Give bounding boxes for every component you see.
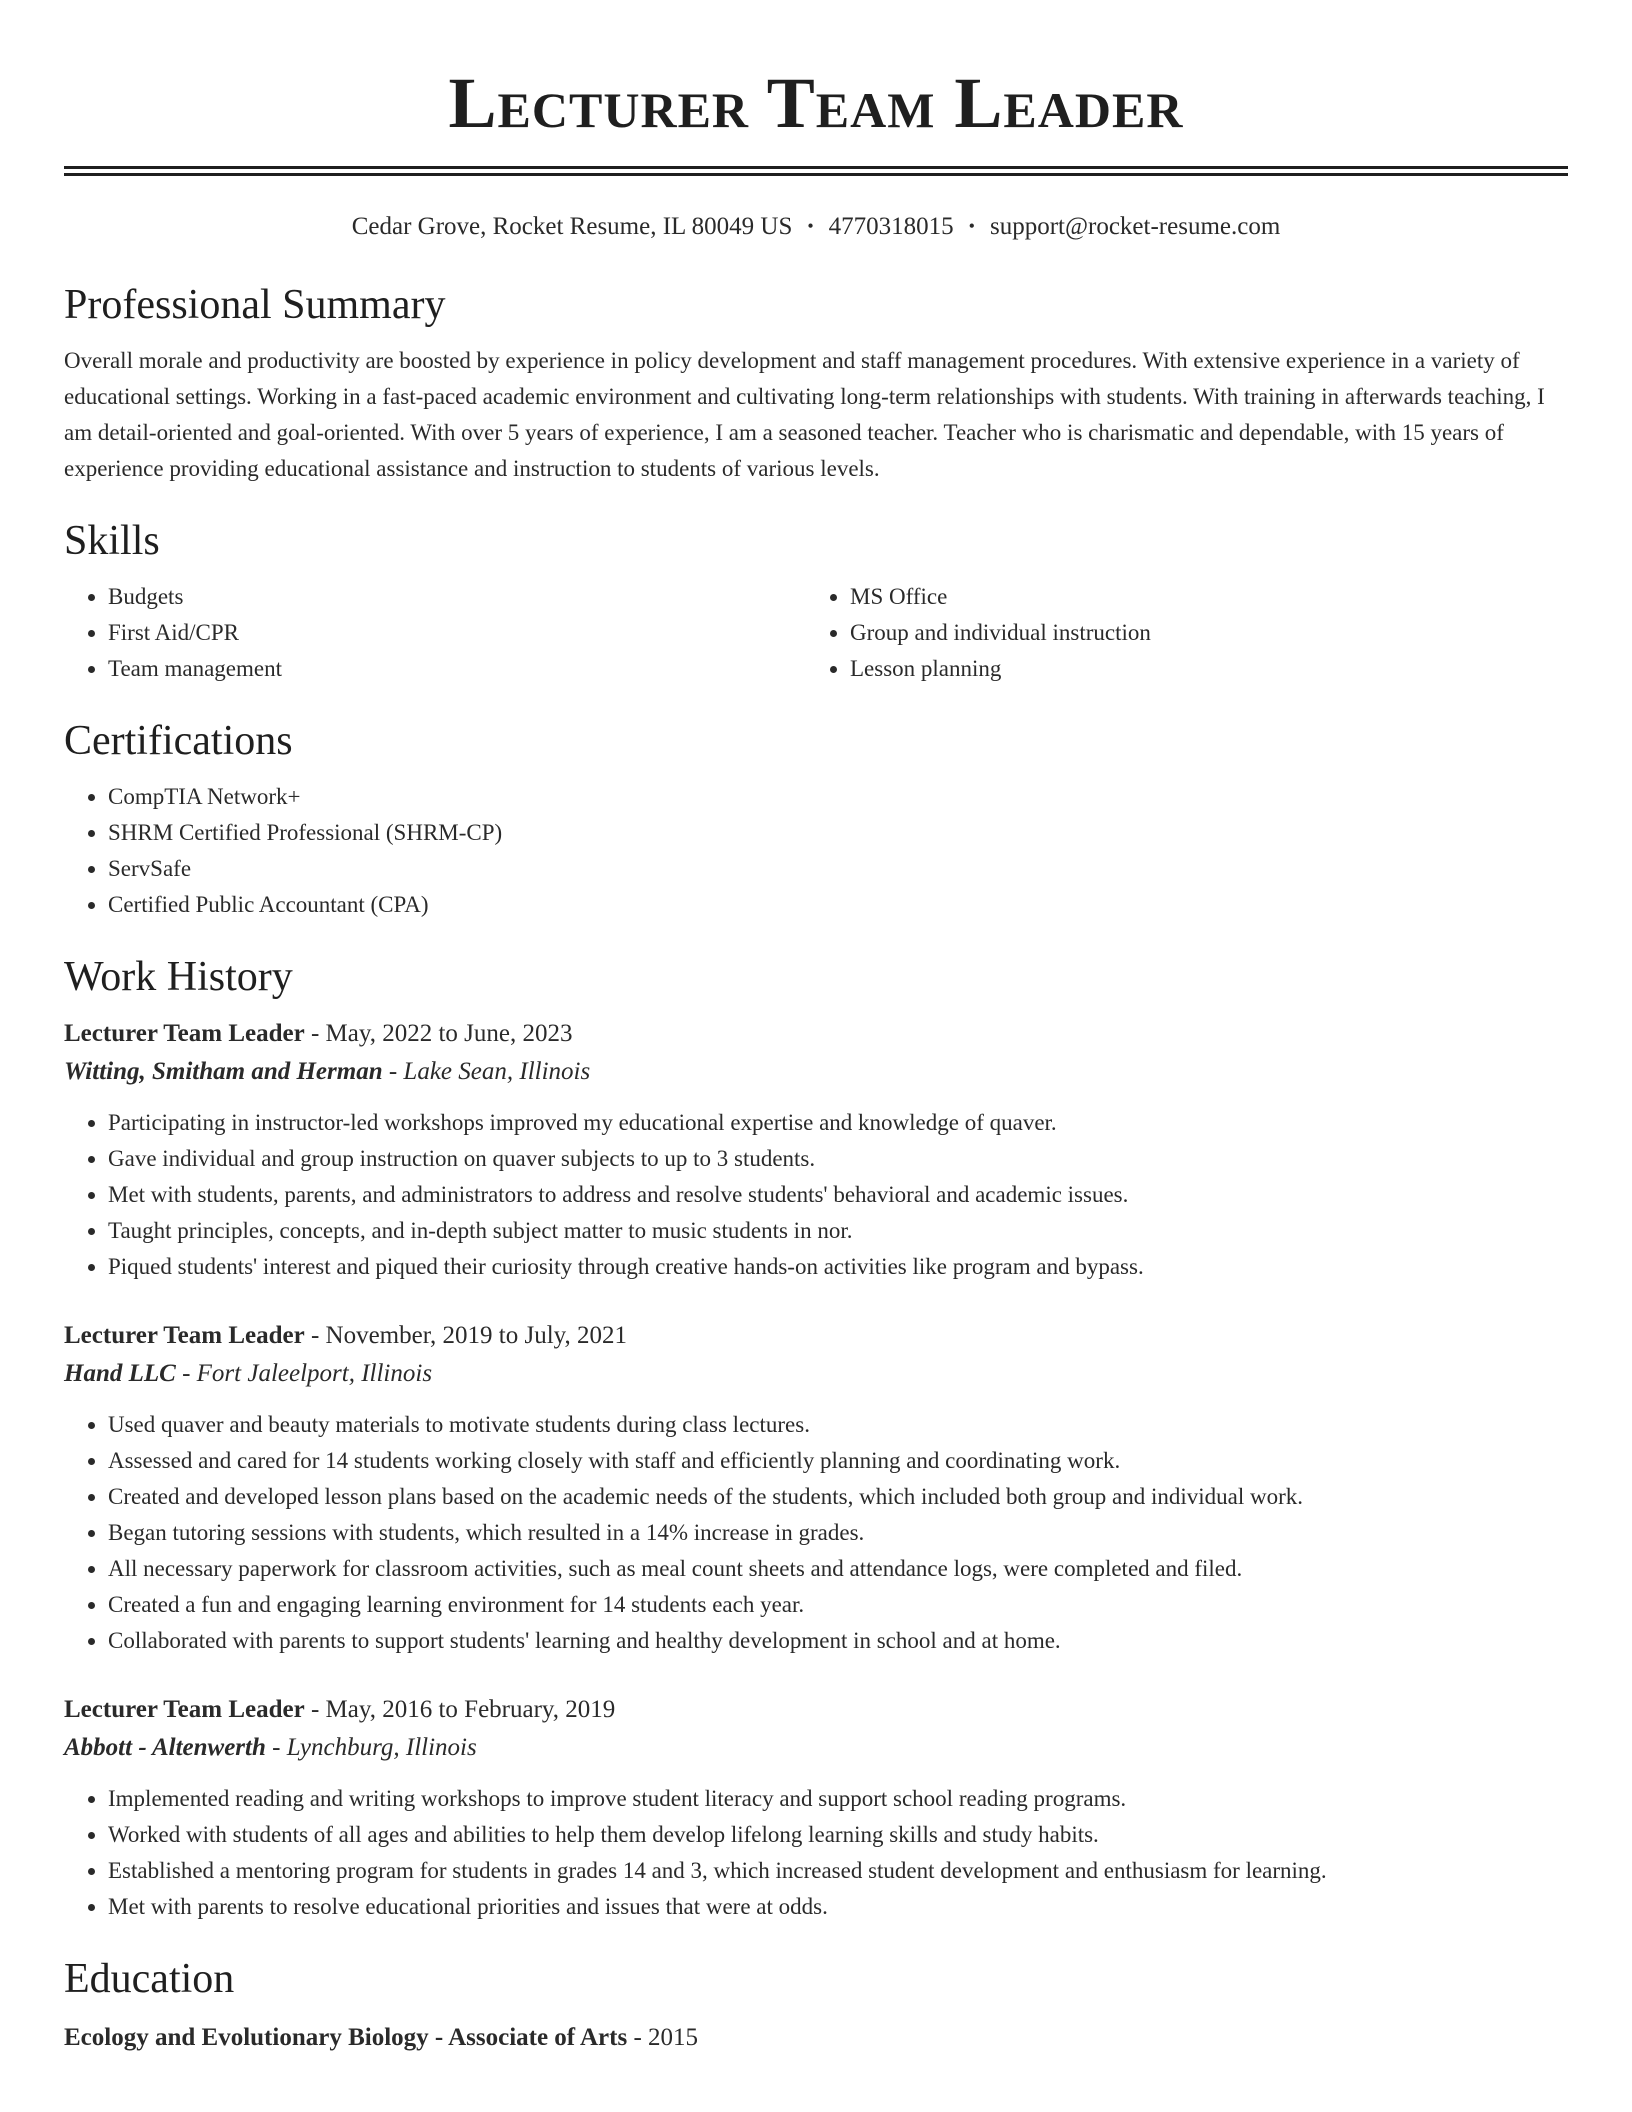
- contact-phone: 4770318015: [828, 213, 954, 240]
- job-company-line: [64, 1053, 1568, 1091]
- work-history-section: [64, 951, 1568, 1925]
- job-bullet: • Worked with students of all ages and abilities to help them develop lifelong learning skills and study habits.: [108, 1817, 1568, 1853]
- job-bullet: • Participating in instructor-led workshops improved my educational expertise and knowledge of quaver.: [108, 1105, 1568, 1141]
- education-heading: Education: [64, 1956, 235, 2002]
- certifications-section: [64, 715, 1568, 923]
- skill-item: • Lesson planning: [850, 651, 1548, 687]
- summary-section: [64, 279, 1568, 487]
- job-entry: [64, 1691, 1568, 1925]
- job-location: - Fort Jaleelport, Illinois: [175, 1360, 433, 1387]
- contact-address: Cedar Grove, Rocket Resume, IL 80049 US: [351, 213, 793, 240]
- job-bullet: • Assessed and cared for 14 students working closely with staff and efficiently planning and coordinating work.: [108, 1443, 1568, 1479]
- job-header: [64, 1015, 1568, 1053]
- contact-line: [64, 210, 1568, 243]
- education-degree: Ecology and Evolutionary Biology - Associate of Arts: [64, 2024, 628, 2051]
- work-history-heading: Work History: [64, 954, 293, 1000]
- job-bullets: [64, 1781, 1568, 1925]
- job-bullet: • Piqued students' interest and piqued their curiosity through creative hands-on activities like program and bypass.: [108, 1249, 1568, 1285]
- job-location: - Lake Sean, Illinois: [382, 1058, 591, 1085]
- skills-list-right: [806, 579, 1548, 687]
- summary-text: Overall morale and productivity are boosted by experience in policy development and staff management procedures. With extensive experience in a variety of educational settings. Working in a fast-paced academic environment and cultivating long-term relationships with students. With training in afterwards teaching, I am detail-oriented and goal-oriented. With over 5 years of experience, I am a seasoned teacher. Teacher who is charismatic and dependable, with 15 years of experience providing educational assistance and instruction to students of various levels.: [64, 348, 1545, 481]
- job-entry: [64, 1015, 1568, 1285]
- job-company: Hand LLC: [64, 1360, 176, 1387]
- skill-item: • MS Office: [850, 579, 1548, 615]
- job-company-line: [64, 1355, 1568, 1393]
- job-dates: - May, 2016 to February, 2019: [304, 1696, 616, 1723]
- certification-item: • SHRM Certified Professional (SHRM-CP): [108, 815, 1568, 851]
- job-dates: - November, 2019 to July, 2021: [304, 1322, 628, 1349]
- certification-item: • CompTIA Network+: [108, 779, 1568, 815]
- job-bullet: • Implemented reading and writing workshops to improve student literacy and support school reading programs.: [108, 1781, 1568, 1817]
- job-bullet: • Created and developed lesson plans based on the academic needs of the students, which included both group and individual work.: [108, 1479, 1568, 1515]
- education-section: [64, 1953, 1568, 2057]
- job-bullet: • Taught principles, concepts, and in-depth subject matter to music students in nor.: [108, 1213, 1568, 1249]
- job-company-line: [64, 1729, 1568, 1767]
- job-company: Abbott - Altenwerth: [64, 1734, 266, 1761]
- skill-item: • Budgets: [108, 579, 806, 615]
- contact-email: support@rocket-resume.com: [989, 213, 1281, 240]
- skills-column-right: [806, 579, 1548, 687]
- skill-item: • Team management: [108, 651, 806, 687]
- job-dates: - May, 2022 to June, 2023: [304, 1020, 573, 1047]
- job-bullet: • All necessary paperwork for classroom activities, such as meal count sheets and attendance logs, were completed and filed.: [108, 1551, 1568, 1587]
- resume-page: [64, 0, 1568, 2057]
- job-bullet: • Created a fun and engaging learning environment for 14 students each year.: [108, 1587, 1568, 1623]
- job-bullet: • Began tutoring sessions with students, which resulted in a 14% increase in grades.: [108, 1515, 1568, 1551]
- job-bullet: • Met with parents to resolve educational priorities and issues that were at odds.: [108, 1889, 1568, 1925]
- education-year: - 2015: [627, 2024, 699, 2051]
- job-entry: [64, 1317, 1568, 1659]
- skills-list-left: [64, 579, 806, 687]
- skills-section: [64, 515, 1568, 687]
- job-bullet: • Established a mentoring program for students in grades 14 and 3, which increased student development and enthusiasm for learning.: [108, 1853, 1568, 1889]
- job-bullet: • Used quaver and beauty materials to motivate students during class lectures.: [108, 1407, 1568, 1443]
- skills-heading: Skills: [64, 518, 160, 564]
- job-bullets: [64, 1105, 1568, 1285]
- job-header: [64, 1317, 1568, 1355]
- job-company: Witting, Smitham and Herman: [64, 1058, 383, 1085]
- summary-heading: Professional Summary: [64, 282, 446, 328]
- contact-separator: •: [807, 216, 814, 236]
- education-entry: [64, 2019, 1568, 2057]
- skills-column-left: [64, 579, 806, 687]
- job-title: Lecturer Team Leader: [64, 1020, 305, 1047]
- job-header: [64, 1691, 1568, 1729]
- certification-item: • ServSafe: [108, 851, 1568, 887]
- skill-item: • First Aid/CPR: [108, 615, 806, 651]
- certification-item: • Certified Public Accountant (CPA): [108, 887, 1568, 923]
- job-bullet: • Met with students, parents, and administrators to address and resolve students' behavioral and academic issues.: [108, 1177, 1568, 1213]
- certifications-list: [64, 779, 1568, 923]
- job-bullet: • Gave individual and group instruction on quaver subjects to up to 3 students.: [108, 1141, 1568, 1177]
- title-divider: [64, 166, 1568, 176]
- job-title: Lecturer Team Leader: [64, 1322, 305, 1349]
- job-bullet: • Collaborated with parents to support students' learning and healthy development in school and at home.: [108, 1623, 1568, 1659]
- skills-grid: [64, 579, 1568, 687]
- job-bullets: [64, 1407, 1568, 1659]
- skill-item: • Group and individual instruction: [850, 615, 1548, 651]
- contact-separator: •: [968, 216, 975, 236]
- certifications-heading: Certifications: [64, 718, 293, 764]
- resume-title: Lecturer Team Leader: [448, 63, 1184, 143]
- job-location: - Lynchburg, Illinois: [265, 1734, 477, 1761]
- job-title: Lecturer Team Leader: [64, 1696, 305, 1723]
